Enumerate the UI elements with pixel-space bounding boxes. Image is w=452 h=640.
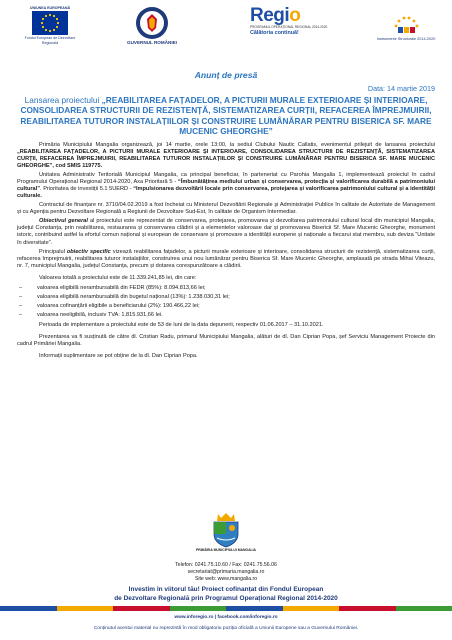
city-hall-name: PRIMĂRIA MUNICIPIULUI MANGALIA xyxy=(196,548,256,552)
paragraph-general-objective: Obiectivul general al proiectului este reprezentat de conservarea, protejarea, promovarea și dezvoltarea patrimoniului cultural local din municipiul Mangalia, județul Constanța, prin reabilitarea, restaurarea și conservarea clădirii și a elementelor valoroase dar și promovarea Bisericii Sf. Mare Mucenic Gheorghe, monument istoric, contribuind astfel la efortul comun național și european de conservare și promovare a identității europene și naționale a fiecarui stat membru, sub deviza “Unitate în diversitate”. xyxy=(17,218,435,246)
value-breakdown-list xyxy=(17,285,435,320)
gov-logo-text: GUVERNUL ROMÂNIEI xyxy=(127,40,177,45)
invest-slogan: Investim în viitorul tău! Proiect cofinanțat din Fondul European de Dezvoltare Regională prin Programul Operațional Regional 2014-2020 xyxy=(114,586,338,602)
paragraph-info: Informații suplimentare se pot obține de la dl. Dan Ciprian Popa. xyxy=(39,352,198,359)
structural-instruments-icon xyxy=(386,10,426,36)
color-bar-segment xyxy=(226,606,283,611)
color-bar-segment xyxy=(0,606,57,611)
color-bar xyxy=(0,606,452,611)
paragraph-presentation: Prezentarea va fi susținută de către dl. Cristian Radu, primarul Municipiului Mangalia, alături de dl. Dan Ciprian Popa, șef Serviciu Management Proiecte din cadrul Primăriei Mangalia. xyxy=(17,333,435,347)
paragraph-specific-objective: Principalul obiectiv specific vizează reabilitarea fațadelor, a picturii murale exterioare și interioare, consolidarea structurii de rezistență, sistematizarea curții, refacerea împrejmuirii, reabilitarea tuturor instalațiilor, construirea unui nou lumânărar pentru Biserica Sf. Mare Mucenic Gheorghe, amplasată pe strada Mihai Viteazu, nr. 7, municipiul Mangalia, județul Constanța, precum și dotarea corespunzătoare a clădirii. xyxy=(17,248,435,269)
gov-logo xyxy=(125,6,179,45)
color-bar-segment xyxy=(170,606,227,611)
page-title: Anunț de presă xyxy=(194,70,258,80)
press-release xyxy=(17,72,435,362)
list-item: – valoarea neeligibilă, inclusiv TVA: 1.815.931,66 lei. xyxy=(17,312,435,319)
phone-fax: Telefon: 0241.75.10.60 / Fax: 0241.75.56.06 xyxy=(175,562,277,568)
color-bar-segment xyxy=(396,606,452,611)
is-logo-caption: Instrumente Structurale 2014-2020 xyxy=(376,37,436,41)
eu-flag-icon xyxy=(32,11,68,35)
header-logos xyxy=(0,6,452,68)
paragraph-intro: Primăria Municipiului Mangalia organizează, joi 14 martie, orele 13:00, la sediul Clubului Nautic Callatis, evenimentul prilejuit de lansarea proiectului „REABILITAREA FAȚADELOR, A PICTURII MURALE EXTERIOARE ȘI INTERIOARE, CONSOLIDAREA STRUCTURII DE REZISTENȚĂ, SISTEMATIZAREA CURȚII, REFACEREA ÎMPREJMUIRII, REABILITAREA TUTUROR INSTALAȚIILOR ȘI CONSTRUIRE LUMÂNĂRAR PENTRU BISERICA SF. MARE MUCENIC GHEORGHE”, cod SMIS 119775. xyxy=(17,141,435,170)
release-date: Data: 14 martie 2019 xyxy=(367,84,435,94)
regio-slogan: Călătoria continuă! xyxy=(250,29,299,36)
mangalia-crest-icon xyxy=(206,512,246,553)
regio-subtitle: PROGRAMUL OPERAȚIONAL REGIONAL 2014-2020 xyxy=(250,25,328,29)
eu-logo-caption: Fondul European de Dezvoltare Regională xyxy=(24,36,76,45)
paragraph-beneficiary: Unitatea Administrativ Teritorială Municipiul Mangalia, ca principal beneficiar, în parteneriat cu Parohia Mangalia 1, implementează proiectul în cadrul Programului Operațional Regional 2014-2020, Axa Prioritară 5 - “Îmbunătățirea mediului urban și conservarea, protecția și valorificarea durabilă a patrimoniului cultural”. Prioritatea de investiții 5.1 5UERD - “Impulsionarea dezvoltării locale prin conservarea, protejarea și valorificarea patrimoniului cultural și a identității culturale. xyxy=(17,172,436,200)
gov-crest-icon xyxy=(135,6,169,40)
eu-logo-top: UNIUNEA EUROPEANĂ xyxy=(29,6,71,10)
regio-wordmark: Regio xyxy=(250,5,301,26)
project-title: Lansarea proiectului „REABILITAREA FAȚADELOR, A PICTURII MURALE EXTERIOARE ȘI INTERIOARE, CONSOLIDAREA STRUCTURII DE REZISTENȚĂ, SISTEMATIZAREA CURȚII, REFACEREA ÎMPREJMUIRII, REABILITAREA TUTUROR INSTALAȚIILOR ȘI CONSTRUIRE LUMÂNĂRAR PENTRU BISERICA SF. MARE MUCENIC GHEORGHE” xyxy=(20,95,432,136)
is-logo xyxy=(375,6,437,41)
color-bar-segment xyxy=(283,606,340,611)
color-bar-segment xyxy=(339,606,396,611)
paragraph-contract: Contractul de finanțare nr. 3710/04.02.2019 a fost încheiat cu Ministerul Dezvoltării Regionale și Administrației Publice în calitate de Autoritate de Management și cu Agenția pentru Dezvoltare Regională a Regiunii de Dezvoltare Sud-Est, în calitate de Organism Intermediar. xyxy=(17,202,435,216)
disclaimer: Conținutul acestui material nu reprezintă în mod obligatoriu poziția oficială a Uniunii Europene sau a Guvernului României. xyxy=(93,626,359,631)
paragraph-total-value: Valoarea totală a proiectului este de 11.339.241,85 lei, din care: xyxy=(39,274,197,281)
contact-info xyxy=(126,562,326,583)
paragraph-period: Perioada de implementare a proiectului este de 53 de luni de la data depunerii, respectiv 01.06.2017 – 31.10.2021. xyxy=(39,321,324,328)
color-bar-segment xyxy=(57,606,114,611)
regio-logo xyxy=(250,6,330,37)
eu-logo xyxy=(18,6,82,45)
color-bar-segment xyxy=(113,606,170,611)
list-item: – valoarea eligibilă nerambursabilă din FEDR (85%): 8.094.813,66 lei; xyxy=(17,285,435,292)
list-item: – valoarea cofinanțării eligibile a beneficiarului (2%): 190.466,22 lei; xyxy=(17,303,435,310)
website-link[interactable]: Site web: www.mangalia.ro xyxy=(194,576,258,582)
email-link[interactable]: secretariat@primaria.mangalia.ro xyxy=(187,569,265,575)
list-item: – valoarea eligibilă nerambursabilă din bugetul național (13%): 1.238.030,31 lei; xyxy=(17,294,435,301)
inforegio-links[interactable]: www.inforegio.ro | facebook.com/inforegio.ro xyxy=(174,615,278,620)
